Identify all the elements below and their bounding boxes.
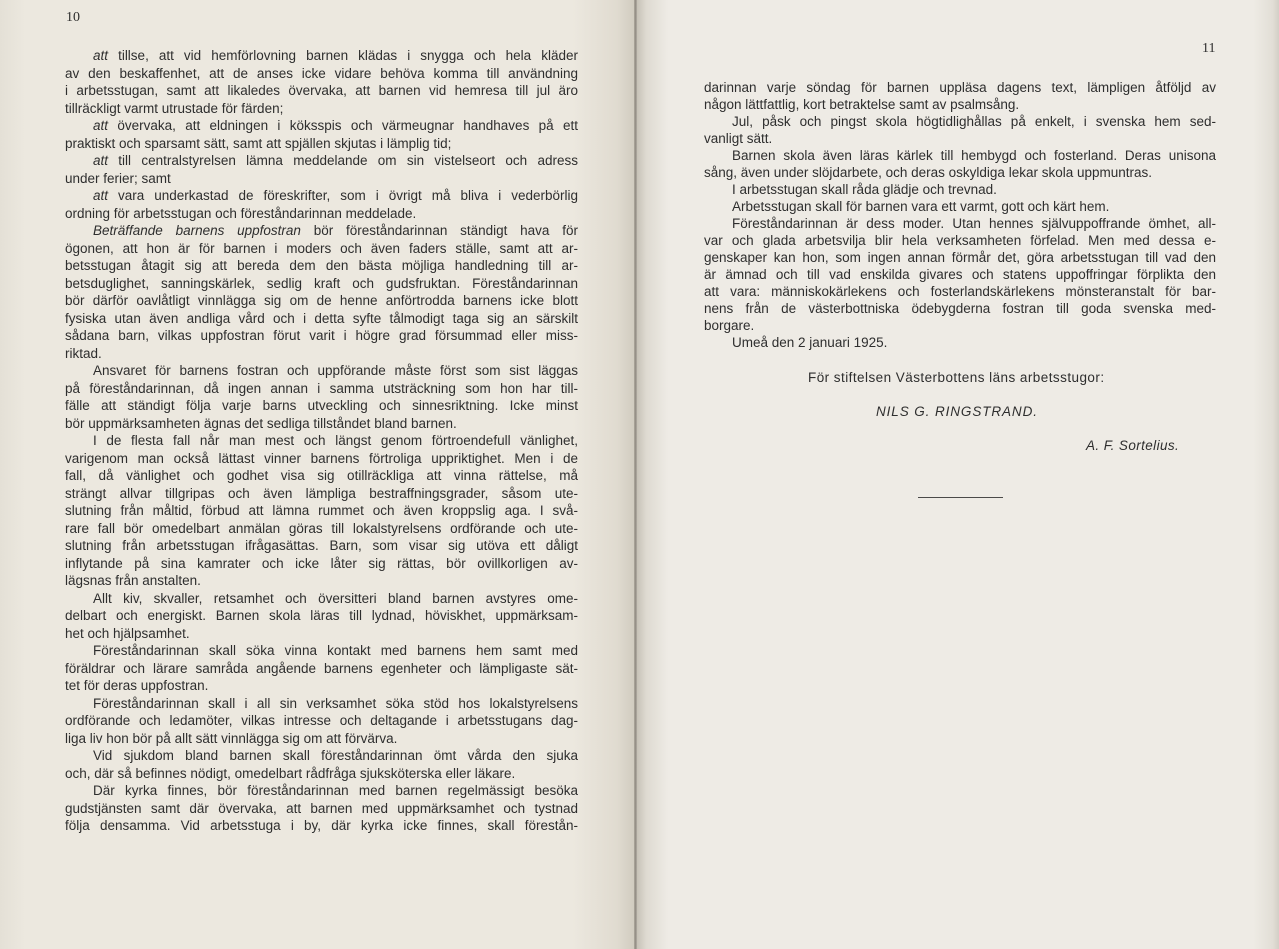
line-text: av den beskaffenhet, att de anses icke vidare behöva komma till användning: [65, 65, 578, 81]
line-text: genskaper kan hon, som ingen annan förmår det, göra arbetsstugan till vad den: [704, 249, 1216, 265]
line-text-rest: bör föreståndarinnan ständigt hava för: [313, 223, 578, 238]
line-text: lägsnas från anstalten.: [65, 573, 201, 588]
line-text: bör därför oavlåtligt vinnlägga sig om de henne anförtrodda barnens icke blott: [65, 293, 578, 308]
line-text: Föreståndarinnan är dess moder. Utan hennes självuppoffrande ömhet, all-: [732, 215, 1216, 231]
line-text: strängt allvar tillgripas och även lämpliga bestraffningsgrader, såsom ute-: [65, 485, 578, 501]
line-text: fall, då vänlighet och godhet visa sig otillräckliga att vinna rättelse, må: [65, 468, 578, 483]
text-line: [65, 240, 578, 258]
text-line: [65, 82, 578, 100]
text-line: [65, 362, 578, 380]
signatory-name: NILS G. RINGSTRAND.: [876, 404, 1038, 419]
page-number: 10: [66, 10, 80, 25]
line-text: varigenom man också lättast vinner barnens förtroliga uppriktighet. Men i de: [65, 450, 578, 466]
line-text: bör uppmärksamheten ägnas det sedliga tillståndet bland barnen.: [65, 415, 457, 431]
paragraph: [65, 590, 578, 643]
line-text: i arbetsstugan, samt att likaledes övervaka, att barnen vid hemresa till jul äro: [65, 83, 578, 98]
italic-lead-text: Beträffande barnens uppfostran: [93, 223, 301, 238]
text-line: [65, 502, 578, 520]
text-line: [65, 537, 578, 555]
text-line: [65, 765, 578, 783]
text-line: [65, 310, 578, 328]
text-line: [65, 607, 578, 625]
line-text: fälle att ständigt följa varje barns utveckling och sinnesriktning. Icke minst: [65, 398, 578, 413]
paragraph: [65, 47, 578, 117]
paragraph: [65, 782, 578, 835]
line-text: någon lättfattlig, kort betraktelse samt av psalmsång.: [704, 96, 1020, 112]
line-text: delbart och energiskt. Barnen skola läras till lydnad, höviskhet, uppmärksam-: [65, 608, 578, 623]
paragraph: [65, 747, 578, 782]
text-line: [65, 625, 578, 643]
paragraph: [704, 198, 1216, 215]
text-line: [65, 572, 578, 590]
text-line: [65, 467, 578, 485]
paragraph: [65, 695, 578, 748]
line-text: att vara: människokärlekens och fosterlandskärlekens mönsteranstalt för bar-: [704, 283, 1216, 299]
page-gutter: [634, 0, 637, 949]
line-text: Allt kiv, skvaller, retsamhet och översitteri bland barnen avstyres ome-: [93, 590, 578, 606]
text-line: [65, 695, 578, 713]
text-line: [704, 215, 1216, 232]
paragraph: [65, 642, 578, 695]
text-line: [65, 345, 578, 363]
cosigner-name: A. F. Sortelius.: [1086, 438, 1180, 453]
line-text: ögonen, att hon är för barnen i moders och även faders ställe, samt att ar-: [65, 240, 578, 256]
paragraph: [704, 79, 1216, 113]
text-line: [65, 222, 578, 240]
line-text: [93, 187, 578, 205]
line-text: var och glada arbetsvilja blir hela verksamheten förfelad. Men med dessa e-: [704, 232, 1216, 248]
line-text: sådana barn, vilkas uppfostran förut varit i högre grad försummad eller miss-: [65, 328, 578, 343]
line-text: vanligt sätt.: [704, 130, 773, 146]
text-line: [65, 100, 578, 118]
line-text: slutning från måltid, förbud att lämna rummet och även kroppslig aga. I svå-: [65, 503, 578, 518]
text-line: [65, 677, 578, 695]
text-line: [704, 334, 1216, 351]
line-text: Umeå den 2 januari 1925.: [732, 334, 888, 350]
line-text: Föreståndarinnan skall söka vinna kontakt med barnens hem samt med: [93, 643, 578, 658]
line-text: [93, 152, 578, 170]
text-line: [65, 450, 578, 468]
line-text: nens från de västerbottniska ödebygderna fostran till goda svenska med-: [704, 300, 1216, 316]
paragraph: [65, 432, 578, 590]
text-line: [704, 266, 1216, 283]
line-text: följa densamma. Vid arbetsstuga i by, där kyrka icke finnes, skall förestån-: [65, 818, 578, 833]
text-line: [65, 275, 578, 293]
text-line: [704, 181, 1216, 198]
right-page-text: [704, 79, 1216, 351]
line-text: gudstjänsten samt där övervaka, att barnen med uppmärksamhet och tystnad: [65, 800, 578, 816]
line-text-rest: övervaka, att eldningen i köksspis och värmeugnar handhaves på ett: [117, 118, 578, 133]
text-line: [65, 520, 578, 538]
right-page: [636, 0, 1279, 949]
line-text: är ämnad och till vad enskilda givares och statens uppoffringar förplikta den: [704, 266, 1216, 282]
text-line: [65, 47, 578, 65]
paragraph: [704, 181, 1216, 198]
line-text: Jul, påsk och pingst skola högtidlighållas på enkelt, i svenska hem sed-: [732, 113, 1216, 129]
line-text: föräldrar och lärare samråda angående barnens egenheter och lämpligaste sät-: [65, 660, 578, 676]
text-line: [65, 65, 578, 83]
text-line: [65, 590, 578, 608]
line-text: borgare.: [704, 317, 755, 333]
line-text: Ansvaret för barnens fostran och uppförande måste först som sist läggas: [93, 363, 578, 378]
text-line: [65, 660, 578, 678]
line-text: på föreståndarinnan, då ingen annan i samma utsträckning som hon har till-: [65, 380, 578, 396]
paragraph: [65, 362, 578, 432]
text-line: [65, 817, 578, 835]
text-line: [704, 164, 1216, 181]
text-line: [65, 205, 578, 223]
line-text: [93, 222, 578, 240]
text-line: [704, 232, 1216, 249]
text-line: [65, 800, 578, 818]
line-text: Vid sjukdom bland barnen skall föreståndarinnan ömt vårda den sjuka: [93, 748, 578, 763]
text-line: [65, 170, 578, 188]
line-text: tillräckligt varmt utrustade för färden;: [65, 100, 284, 116]
text-line: [704, 317, 1216, 334]
text-line: [65, 292, 578, 310]
line-text: Barnen skola även läras kärlek till hembygd och fosterland. Deras unisona: [732, 147, 1216, 163]
italic-lead-text: att: [93, 118, 109, 133]
text-line: [704, 198, 1216, 215]
text-line: [65, 187, 578, 205]
text-line: [704, 130, 1216, 147]
line-text: betsstugan åtagit sig att bereda dem den bästa möjliga handledning till ar-: [65, 258, 578, 273]
line-text: fysiska utan även andliga vård och i detta syfte tålmodigt taga sig an särskilt: [65, 310, 578, 326]
line-text: inflytande på sina kamrater och icke låter sig rättas, bör ovillkorligen av-: [65, 555, 578, 571]
line-text-rest: till centralstyrelsen lämna meddelande om sin vistelseort och adress: [118, 153, 578, 168]
text-line: [65, 380, 578, 398]
line-text: rare fall bör omedelbart anmälan göras till lokalstyrelsens ordförande och ute-: [65, 520, 578, 536]
text-line: [704, 283, 1216, 300]
text-line: [65, 117, 578, 135]
text-line: [65, 642, 578, 660]
text-line: [65, 135, 578, 153]
paragraph: [65, 187, 578, 222]
left-page-text: [65, 47, 578, 835]
line-text: slutning från arbetsstugan ifrågasättas. Barn, som visar sig utöva ett dåligt: [65, 538, 578, 553]
line-text: betsduglighet, sanningskärlek, sedlig kraft och gudsfruktan. Föreståndarinnan: [65, 275, 578, 291]
paragraph: [704, 147, 1216, 181]
line-text: [93, 47, 578, 65]
line-text: liga liv hon bör på allt sätt vinnlägga sig om att förvärva.: [65, 730, 398, 746]
text-line: [65, 485, 578, 503]
signature-heading: För stiftelsen Västerbottens läns arbetsstugor:: [808, 370, 1105, 385]
italic-lead-text: att: [93, 153, 109, 168]
line-text: Arbetsstugan skall för barnen vara ett varmt, gott och kärt hem.: [732, 198, 1110, 214]
paragraph: [704, 113, 1216, 147]
line-text: och, där så befinnes nödigt, omedelbart rådfråga sjuksköterska eller läkare.: [65, 765, 516, 781]
line-text-rest: vara underkastad de föreskrifter, som i övrigt må bliva i vederbörlig: [118, 188, 578, 203]
text-line: [65, 152, 578, 170]
left-page: [0, 0, 636, 949]
line-text: ordförande och ledamöter, vilkas intresse och deltagande i arbetsstugans dag-: [65, 713, 578, 728]
line-text: tet för deras uppfostran.: [65, 678, 209, 693]
line-text: under ferier; samt: [65, 170, 171, 186]
text-line: [65, 415, 578, 433]
paragraph: [65, 222, 578, 362]
line-text: sång, även under slöjdarbete, och deras oskyldiga lekar skola uppmuntras.: [704, 164, 1153, 180]
line-text: ordning för arbetsstugan och föreståndarinnan meddelade.: [65, 205, 417, 221]
text-line: [65, 712, 578, 730]
paragraph: [704, 334, 1216, 351]
line-text: [93, 117, 578, 135]
line-text: Föreståndarinnan skall i all sin verksamhet söka stöd hos lokalstyrelsens: [93, 695, 578, 711]
italic-lead-text: att: [93, 188, 109, 203]
text-line: [65, 432, 578, 450]
text-line: [65, 397, 578, 415]
paragraph: [704, 215, 1216, 334]
line-text: I de flesta fall når man mest och längst genom förtroendefull vänlighet,: [93, 433, 578, 448]
text-line: [704, 79, 1216, 96]
line-text: I arbetsstugan skall råda glädje och trevnad.: [732, 181, 997, 197]
text-line: [704, 96, 1216, 113]
closing-rule: [918, 497, 1003, 498]
text-line: [65, 730, 578, 748]
line-text: Där kyrka finnes, bör föreståndarinnan med barnen regelmässigt besöka: [93, 783, 578, 798]
text-line: [65, 327, 578, 345]
text-line: [65, 555, 578, 573]
text-line: [704, 147, 1216, 164]
text-line: [704, 113, 1216, 130]
paragraph: [65, 152, 578, 187]
line-text: praktiskt och sparsamt sätt, samt att spjällen skjutas i lämplig tid;: [65, 135, 452, 151]
text-line: [704, 249, 1216, 266]
line-text: riktad.: [65, 345, 102, 361]
text-line: [65, 782, 578, 800]
line-text: het och hjälpsamhet.: [65, 625, 190, 641]
page-number: 11: [1202, 41, 1216, 56]
paragraph: [65, 117, 578, 152]
text-line: [65, 257, 578, 275]
line-text-rest: tillse, att vid hemförlovning barnen klädas i snygga och hela kläder: [118, 48, 578, 63]
text-line: [65, 747, 578, 765]
line-text: darinnan varje söndag för barnen uppläsa dagens text, lämpligen åtföljd av: [704, 79, 1216, 95]
italic-lead-text: att: [93, 48, 109, 63]
text-line: [704, 300, 1216, 317]
